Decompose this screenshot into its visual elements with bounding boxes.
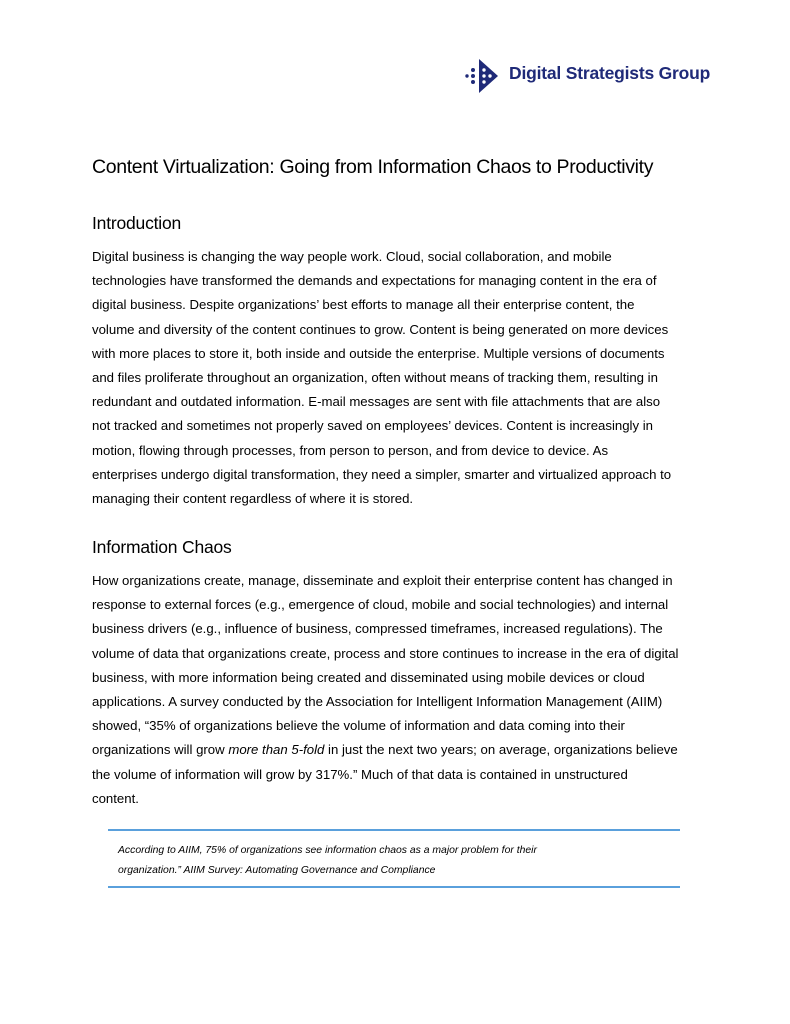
chaos-line-emphasis	[92, 738, 712, 762]
intro-heading: Introduction	[92, 213, 182, 233]
chaos-line: business drivers (e.g., influence of business, compressed timeframes, increased regulations). The	[92, 621, 663, 637]
intro-line: redundant and outdated information. E-mail messages are sent with file attachments that are also	[92, 394, 661, 410]
chaos-line: business, with more information being created and disseminated using mobile devices or cloud	[92, 669, 645, 685]
information-chaos-paragraph	[92, 569, 712, 811]
emphasis-text: more than 5-fold	[228, 742, 325, 758]
intro-line: enterprises undergo digital transformation, they need a simpler, smarter and virtualized approach to	[92, 466, 672, 482]
chaos-line: showed, “35% of organizations believe the volume of information and data coming into their	[92, 718, 625, 734]
quote-line: According to AIIM, 75% of organizations see information chaos as a major problem for their	[118, 845, 537, 856]
intro-line: motion, flowing through processes, from person to person, and from device to device. As	[92, 442, 609, 458]
intro-line: managing their content regardless of where it is stored.	[92, 491, 414, 507]
information-chaos-heading: Information Chaos	[92, 537, 232, 557]
intro-line: not tracked and sometimes not properly saved on employees’ devices. Content is increasingly in	[92, 418, 654, 434]
intro-line: with more places to store it, both inside and outside the enterprise. Multiple versions of documents	[92, 345, 665, 361]
intro-line: and files proliferate throughout an organization, often without means of tracking them, resulting in	[92, 370, 658, 386]
dotted-arrow-logo-icon	[462, 56, 504, 96]
quote-bottom-rule	[108, 886, 680, 888]
intro-line: technologies have transformed the demands and expectations for managing content in the era of	[92, 273, 657, 289]
intro-line: digital business. Despite organizations’ best efforts to manage all their enterprise content, the	[92, 297, 635, 313]
quote-line: organization.” AIIM Survey: Automating Governance and Compliance	[118, 865, 436, 876]
chaos-line: volume of data that organizations create, process and store continues to increase in the era of digital	[92, 645, 679, 661]
chaos-line-end: in just the next two years; on average, organizations believe	[324, 742, 678, 758]
quote-top-rule	[108, 829, 680, 831]
pull-quote	[118, 841, 537, 881]
intro-line: Digital business is changing the way people work. Cloud, social collaboration, and mobile	[92, 249, 612, 264]
logo-text: Digital Strategists Group	[509, 63, 711, 83]
chaos-line: the volume of information will grow by 317%.” Much of that data is contained in unstructured	[92, 766, 628, 782]
chaos-line-start: organizations will grow	[92, 742, 229, 758]
chaos-line: response to external forces (e.g., emergence of cloud, mobile and social technologies) and internal	[92, 597, 669, 613]
intro-paragraph	[92, 245, 712, 511]
chaos-line: content.	[92, 790, 139, 806]
chaos-line: applications. A survey conducted by the Association for Intelligent Information Management (AIIM)	[92, 694, 663, 710]
intro-line: volume and diversity of the content continues to grow. Content is being generated on more devices	[92, 321, 669, 337]
page-title: Content Virtualization: Going from Information Chaos to Productivity	[92, 156, 654, 178]
chaos-line: How organizations create, manage, disseminate and exploit their enterprise content has changed in	[92, 573, 673, 588]
company-logo	[462, 56, 712, 96]
